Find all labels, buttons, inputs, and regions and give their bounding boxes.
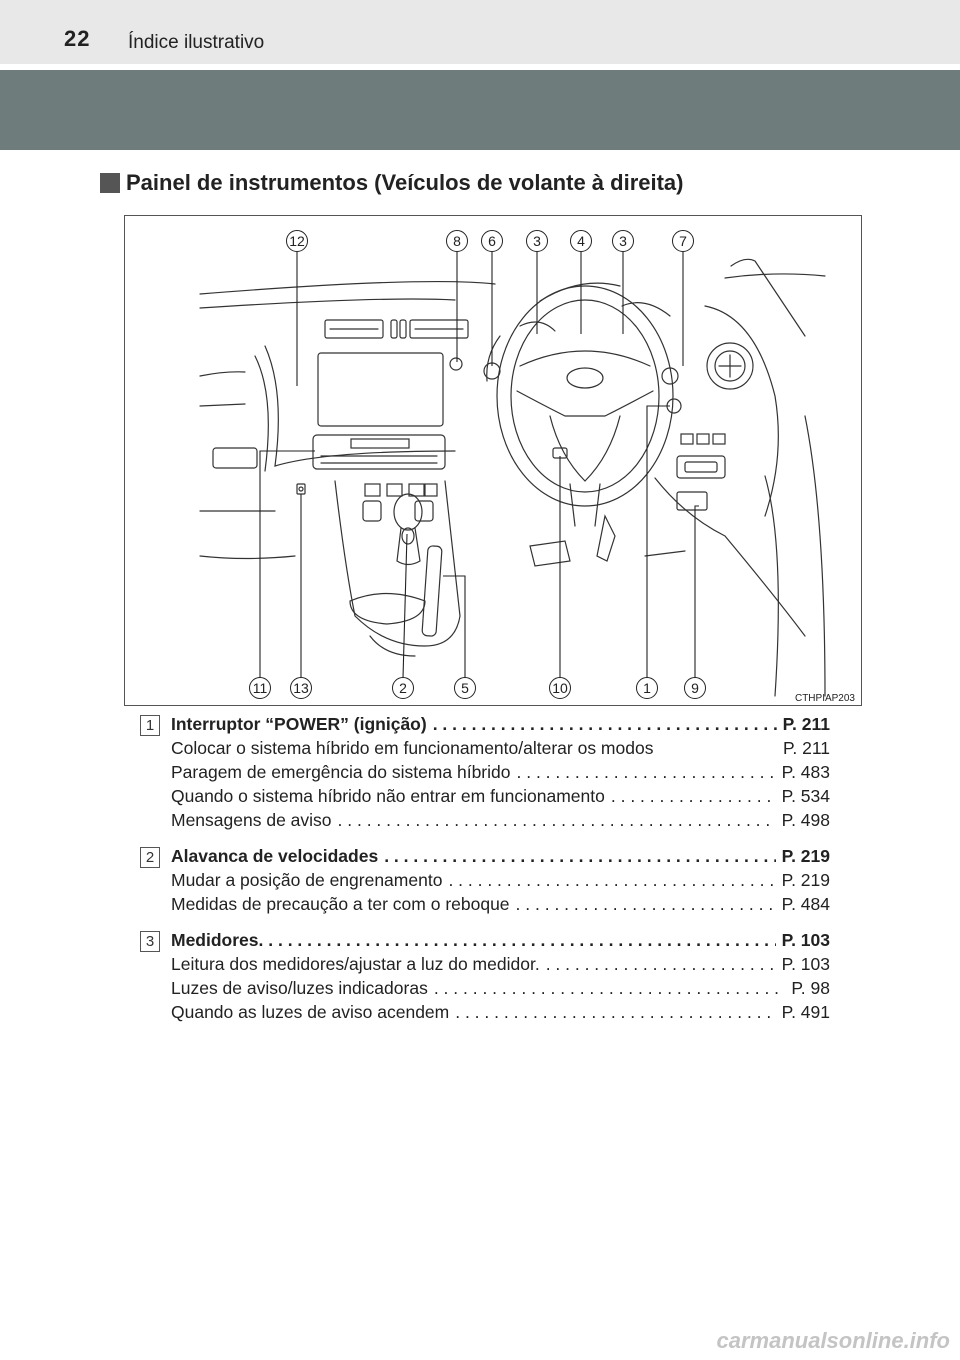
item-line-label: Mensagens de aviso [171,810,332,830]
watermark: carmanualsonline.info [716,1328,950,1353]
item-number: 2 [140,847,160,868]
leader-dots [448,868,775,892]
figure-code: CTHPIAP203 [794,693,855,704]
chapter-banner [0,70,960,150]
dashboard-drawing [125,216,863,707]
item-number: 3 [140,931,160,952]
list-item [140,928,830,1024]
callout-13: 13 [290,677,312,699]
page-reference-link[interactable]: P. 219 [781,846,830,866]
callout-12: 12 [286,230,308,252]
page-reference-link[interactable]: P. 484 [781,894,830,914]
callout-2: 2 [392,677,414,699]
callout-8: 8 [446,230,468,252]
item-heading-label: Alavanca de velocidades [171,846,379,866]
callout-3-right: 3 [612,230,634,252]
section-heading [100,170,684,196]
item-heading-label: Medidores [171,930,259,950]
callout-3-left: 3 [526,230,548,252]
page-reference-link[interactable]: P. 498 [781,810,830,830]
item-heading-label: Interruptor “POWER” (ignição) [171,714,427,734]
item-line [171,808,830,832]
item-line [171,976,830,1000]
item-line-label: Luzes de aviso/luzes indicadoras [171,978,428,998]
callout-5: 5 [454,677,476,699]
item-line [171,892,830,916]
item-line-label: Paragem de emergência do sistema híbrido [171,762,511,782]
item-line-label: Quando as luzes de aviso acendem [171,1002,450,1022]
leader-dots [516,892,776,916]
page-reference-link[interactable]: P. 211 [782,714,830,734]
section-title: Painel de instrumentos (Veículos de volante à direita) [126,170,684,195]
item-line-label: Colocar o sistema híbrido em funcionamento/alterar os modos [171,738,654,758]
leader-dots [384,844,775,868]
page-reference-link[interactable]: P. 211 [782,738,830,758]
page-reference-link[interactable]: P. 103 [781,930,830,950]
item-line [171,868,830,892]
leader-dots [455,1000,775,1024]
dashboard-illustration [124,215,862,706]
callout-7: 7 [672,230,694,252]
page-reference-link[interactable]: P. 219 [781,870,830,890]
list-item [140,712,830,832]
page-reference-link[interactable]: P. 103 [781,954,830,974]
page-reference-link[interactable]: P. 98 [791,978,830,998]
list-item [140,844,830,916]
callout-10: 10 [549,677,571,699]
leader-dots [433,712,777,736]
leader-dots [611,784,776,808]
item-line-label: Medidas de precaução a ter com o reboque [171,894,510,914]
leader-dots [434,976,786,1000]
callout-4: 4 [570,230,592,252]
item-line-label: Leitura dos medidores/ajustar a luz do medidor. [171,954,540,974]
item-line-label: Quando o sistema híbrido não entrar em funcionamento [171,786,605,806]
callout-1: 1 [636,677,658,699]
callout-11: 11 [249,677,271,699]
item-line [171,736,830,760]
leader-dots [546,952,776,976]
item-line [171,784,830,808]
item-heading [171,844,830,868]
page-reference-link[interactable]: P. 491 [781,1002,830,1022]
item-line [171,760,830,784]
item-heading [171,928,830,952]
item-list [140,712,830,1036]
leader-dots [259,928,776,952]
page-reference-link[interactable]: P. 534 [781,786,830,806]
item-line [171,1000,830,1024]
item-number: 1 [140,715,160,736]
running-title: Índice ilustrativo [128,32,265,53]
callout-6: 6 [481,230,503,252]
leader-dots [338,808,776,832]
leader-dots [517,760,776,784]
item-heading [171,712,830,736]
page-header [0,0,960,64]
item-line-label: Mudar a posição de engrenamento [171,870,443,890]
page-reference-link[interactable]: P. 483 [781,762,830,782]
callout-9: 9 [684,677,706,699]
section-marker-icon [100,173,120,193]
page-number: 22 [64,26,91,51]
item-line [171,952,830,976]
